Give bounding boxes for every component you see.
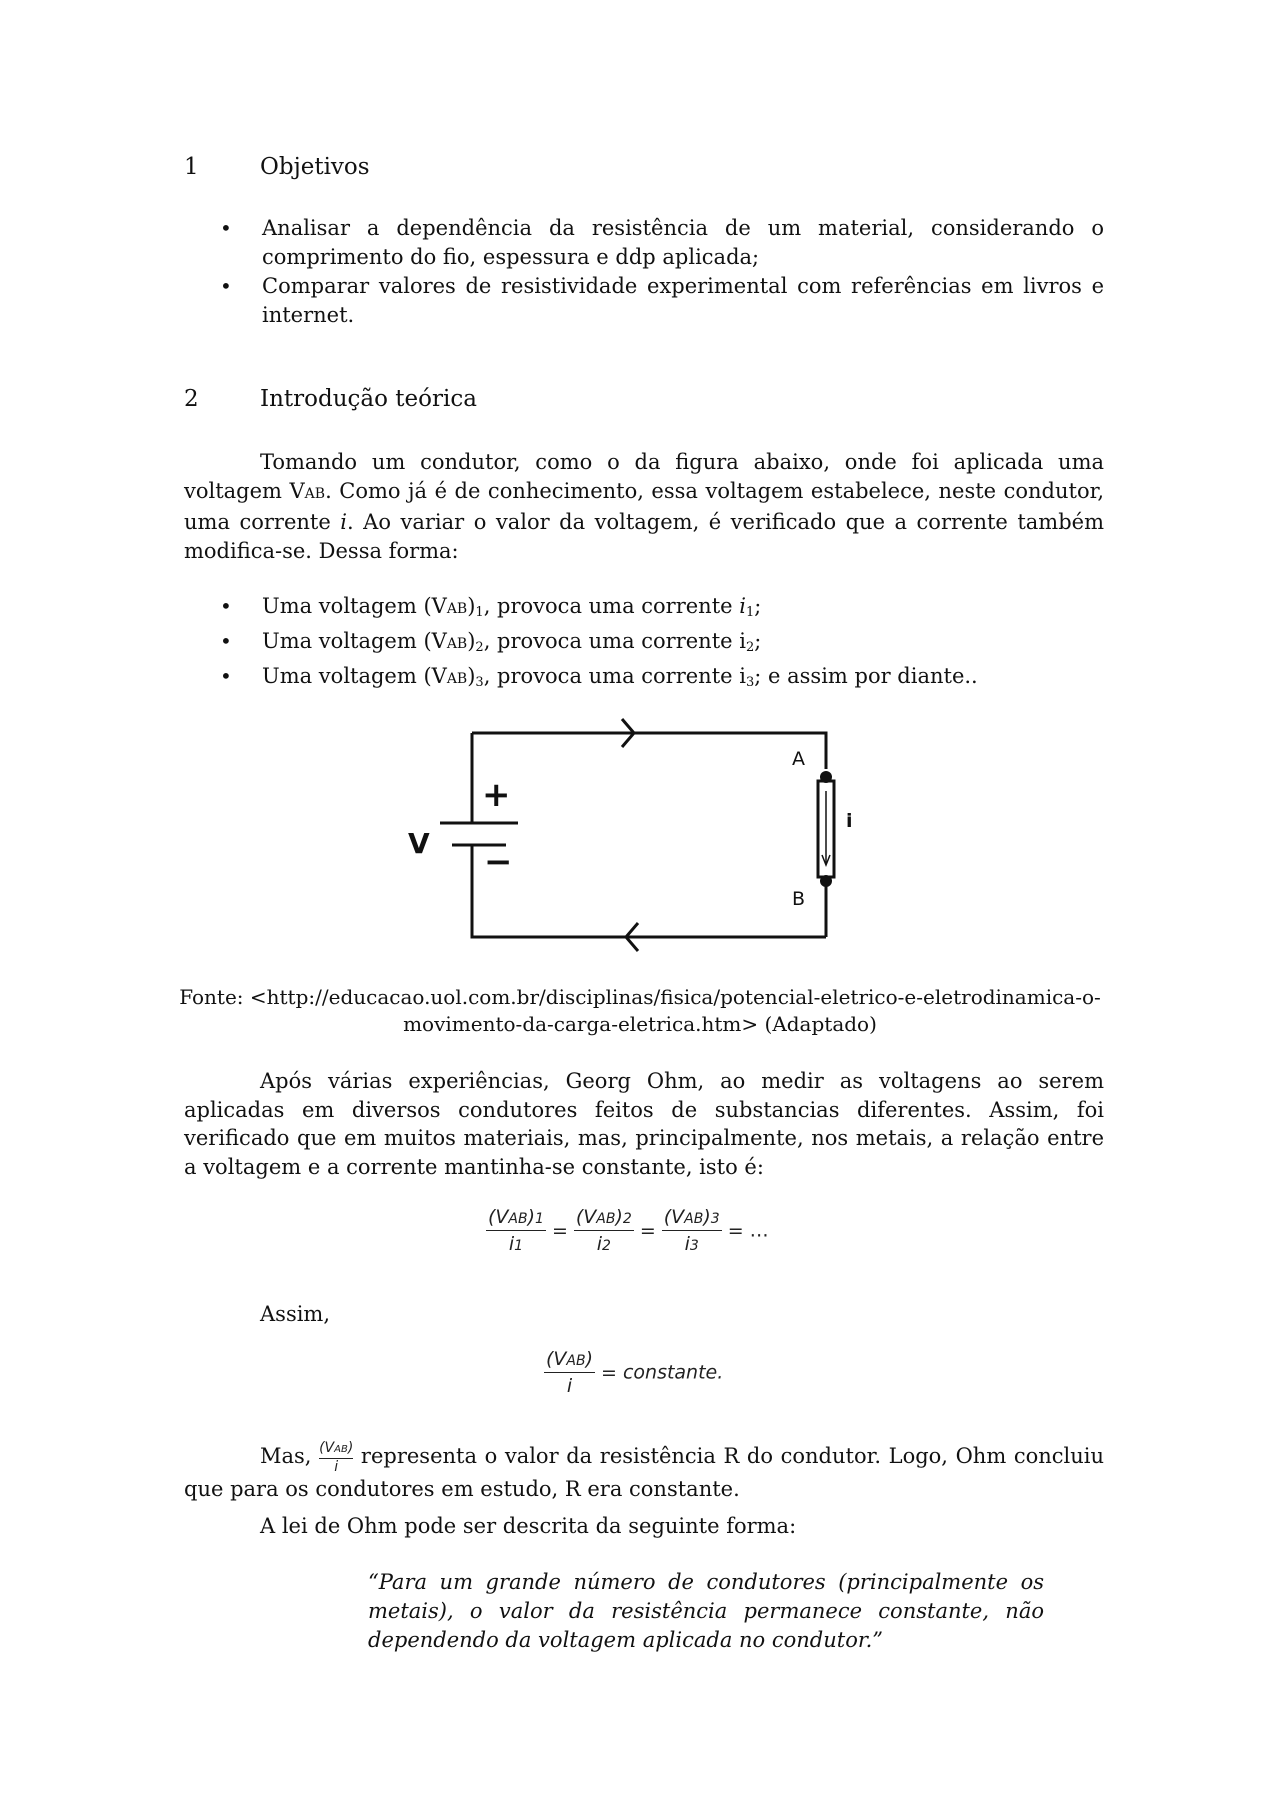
label-v: V <box>408 827 430 860</box>
list-item: • Comparar valores de resistividade experimental com referências em livros e internet. <box>218 272 1104 330</box>
voltage-list <box>218 592 1104 697</box>
section-title: Introdução teórica <box>260 386 477 412</box>
circuit-diagram <box>400 705 860 965</box>
section-title: Objetivos <box>260 154 370 180</box>
terminal-a <box>820 771 832 783</box>
label-minus: − <box>484 842 513 882</box>
objectives-list <box>218 214 1104 330</box>
list-item: • Uma voltagem $(VAB)_3$, provoca uma corrente $i_3$; e assim por diante.. <box>218 662 1104 697</box>
formula-constant: $\frac{\text{(VAB)}}{i}$ = constante. <box>546 1348 724 1397</box>
label-i: i <box>846 810 853 832</box>
list-item: • Analisar a dependência da resistência de um material, considerando o comprimento do fio, espessura e ddp aplicada; <box>218 214 1104 272</box>
intro-paragraph: Tomando um condutor, como o da figura abaixo, onde foi aplicada uma voltagem VAB. Como já é de conhecimento, essa voltagem estabelece, neste condutor, uma corrente i. Ao variar o valor da voltagem, é verificado que a corrente também modifica-se. Dessa forma: <box>184 450 1104 563</box>
label-a: A <box>792 748 805 770</box>
list-item: • Uma voltagem $(VAB)_2$, provoca uma corrente $i_2$; <box>218 627 1104 662</box>
figure-caption: Fonte: <http://educacao.uol.com.br/disciplinas/fisica/potencial-eletrico-e-eletrodinamica-o- movimento-da-carga-eletrica.htm> (Adaptado) <box>179 985 1101 1036</box>
list-item: • Uma voltagem $(VAB)_1$, provoca uma corrente $i_1$; <box>218 592 1104 627</box>
terminal-b <box>820 875 832 887</box>
label-b: B <box>792 888 806 910</box>
section-number: 2 <box>184 386 199 412</box>
section-heading-1 <box>184 154 370 180</box>
lei-text: A lei de Ohm pode ser descrita da seguinte forma: <box>260 1514 797 1538</box>
section-heading-2 <box>184 386 477 412</box>
label-plus: + <box>482 775 511 815</box>
formula-ratio-equality: $\frac{\text{(VAB)1}}{i1}$ = $\frac{\text{(VAB)2}}{i2}$ = $\frac{\text{(VAB)3}}{i3}$ = … <box>488 1206 769 1255</box>
ohm-law-quote: “Para um grande número de condutores (principalmente os metais), o valor da resistência permanece constante, não dependendo da voltagem aplicada no condutor.” <box>368 1570 1044 1652</box>
section-number: 1 <box>184 154 199 180</box>
ohm-paragraph: Após várias experiências, Georg Ohm, ao medir as voltagens ao serem aplicadas em diversos condutores feitos de substancias diferentes. Assim, foi verificado que em muitos materiais, mas, principalmente, nos metais, a relação entre a voltagem e a corrente mantinha-se constante, isto é: <box>184 1069 1104 1179</box>
assim-text: Assim, <box>260 1302 331 1326</box>
inline-fraction: (VAB) i <box>319 1440 354 1475</box>
top-wire <box>472 733 826 769</box>
mas-paragraph: Mas, (VAB) i representa o valor da resistência R do condutor. Logo, Ohm concluiu que para os condutores em estudo, R era constante. <box>184 1440 1105 1501</box>
bottom-wire <box>472 875 826 937</box>
